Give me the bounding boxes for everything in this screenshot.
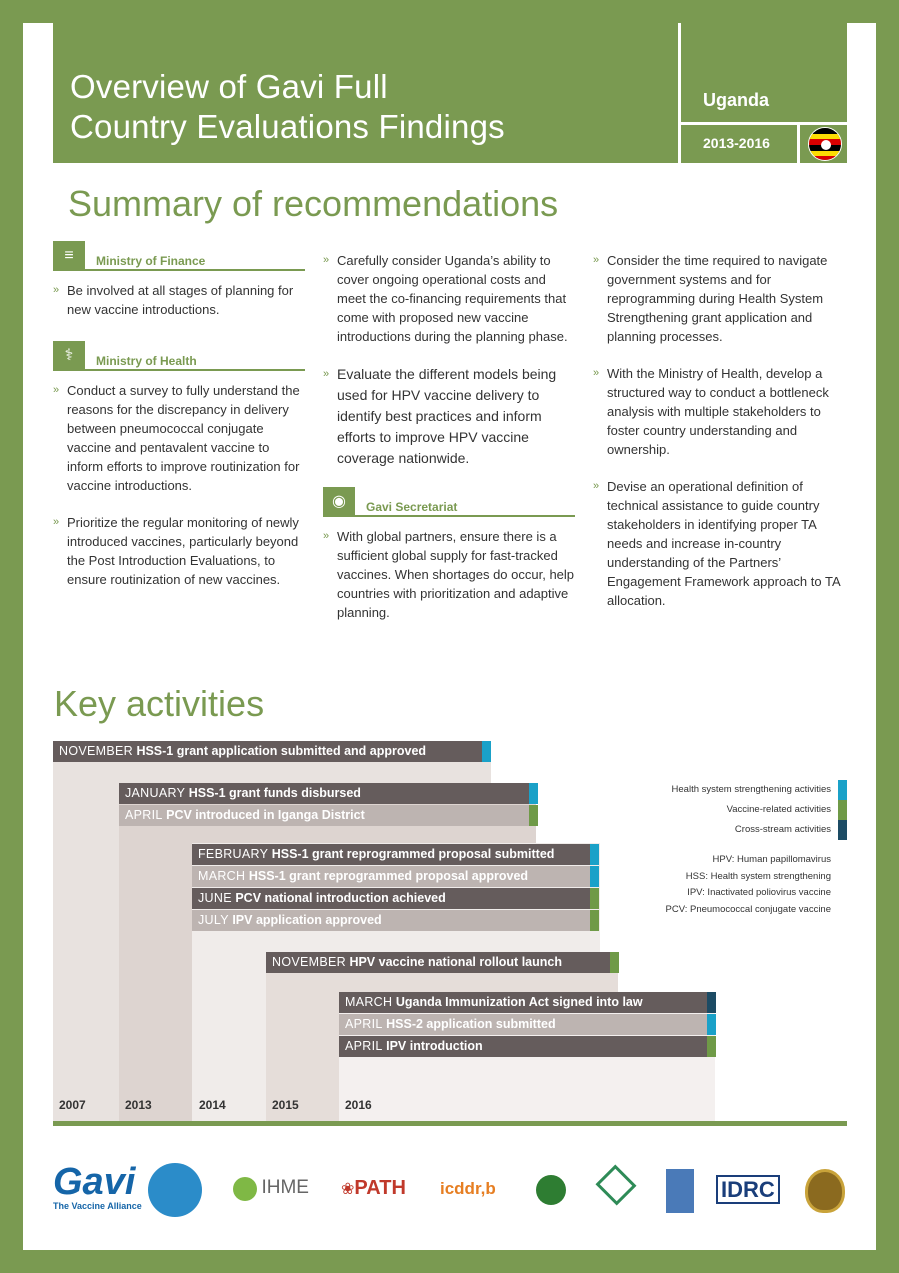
timeline-baseline (53, 1121, 847, 1126)
drop-icon: ◉ (323, 487, 355, 517)
abbreviation: PCV: Pneumococcal conjugate vaccine (665, 903, 831, 915)
timeline-event: FEBRUARY HSS-1 grant reprogrammed proposal submitted (192, 844, 599, 865)
timeline-event: NOVEMBER HPV vaccine national rollout launch (266, 952, 619, 973)
timeline-event: JULY IPV application approved (192, 910, 599, 931)
header-line (681, 122, 847, 125)
gavi-section-header (323, 487, 575, 517)
col2-bullet: » Carefully consider Uganda’s ability to cover ongoing operational costs and meet the co-financing requirements that come with proposed new vaccine introductions during the planning phase. (323, 251, 575, 346)
year-label: 2014 (199, 1098, 226, 1112)
health-section-header (53, 341, 305, 371)
money-icon: ≡ (53, 241, 85, 271)
cism-logo (536, 1175, 566, 1205)
header-divider (678, 23, 681, 163)
caduceus-icon: ⚕ (53, 341, 85, 371)
timeline-event: APRIL IPV introduction (339, 1036, 716, 1057)
health-logo (666, 1169, 694, 1213)
finance-bullet: » Be involved at all stages of planning for new vaccine introductions. (53, 281, 305, 319)
university-seal-icon (805, 1169, 845, 1213)
header-line-vertical (797, 125, 800, 163)
abbreviation: HPV: Human papillomavirus (712, 854, 831, 865)
gavi-title: Gavi Secretariat (366, 500, 458, 514)
page (23, 23, 876, 1250)
abbreviations (666, 852, 831, 918)
timeline-event: JANUARY HSS-1 grant funds disbursed (119, 783, 538, 804)
gavi-bullet: » With global partners, ensure there is a sufficient global supply for fast-tracked vaccines. When shortages do occur, help countries with prioritization and adaptive planning. (323, 527, 575, 622)
summary-column-3 (593, 251, 843, 628)
health-bullet: » Conduct a survey to fully understand the reasons for the discrepancy in delivery between pneumococcal conjugate vaccine and pentavalent vaccine to inform efforts to improve routinization for vaccine introductions. (53, 381, 305, 495)
uganda-flag-icon (808, 127, 842, 161)
col3-bullet: » With the Ministry of Health, develop a structured way to conduct a bottleneck analysis with multiple stakeholders to foster country understanding and ownership. (593, 364, 843, 459)
header-banner (53, 23, 847, 163)
timeline-event: NOVEMBER HSS-1 grant application submitted and approved (53, 741, 491, 762)
legend-item: Health system strengthening activities (672, 780, 847, 800)
years-label: 2013-2016 (703, 135, 770, 151)
finance-title: Ministry of Finance (96, 254, 206, 268)
year-label: 2015 (272, 1098, 299, 1112)
col2-bullet: » Evaluate the different models being used for HPV vaccine delivery to identify best practices and inform efforts to improve HPV vaccine coverage nationwide. (323, 364, 575, 469)
summary-column-2 (323, 251, 575, 640)
globe-icon (148, 1163, 202, 1217)
legend-item: Vaccine-related activities (727, 800, 847, 820)
summary-heading: Summary of recommendations (68, 183, 559, 224)
icddr-logo: icddr,b (440, 1179, 496, 1198)
timeline-event: APRIL PCV introduced in Iganga District (119, 805, 538, 826)
title-line-1: Overview of Gavi Full (70, 68, 388, 105)
ihme-logo: IHME (233, 1177, 309, 1201)
timeline (53, 738, 847, 1128)
country-label: Uganda (703, 90, 770, 110)
legend-item: Cross-stream activities (735, 820, 847, 840)
title-line-2: Country Evaluations Findings (70, 108, 505, 145)
abbreviation: HSS: Health system strengthening (685, 870, 831, 882)
health-bullet: » Prioritize the regular monitoring of newly introduced vaccines, particularly beyond the Post Introduction Evaluations, to ensure routinization of new vaccines. (53, 513, 305, 589)
path-logo: ❀PATH (341, 1177, 406, 1199)
university-logo (601, 1171, 631, 1199)
health-title: Ministry of Health (96, 354, 197, 368)
col3-bullet: » Devise an operational definition of technical assistance to guide country stakeholders in identifying proper TA needs and increase in-country understanding of the Partners’ Engagement Framework approach to TA allocation. (593, 477, 843, 610)
gavi-logo: Gavi The Vaccine Alliance (53, 1163, 142, 1211)
col3-bullet: » Consider the time required to navigate government systems and for reprogramming during Health System Strengthening grant application and planning processes. (593, 251, 843, 346)
year-label: 2016 (345, 1098, 372, 1112)
timeline-event: MARCH HSS-1 grant reprogrammed proposal approved (192, 866, 599, 887)
page-title (70, 67, 505, 147)
summary-column-1 (53, 241, 305, 607)
year-label: 2013 (125, 1098, 152, 1112)
year-label: 2007 (59, 1098, 86, 1112)
timeline-event: JUNE PCV national introduction achieved (192, 888, 599, 909)
abbreviation: IPV: Inactivated poliovirus vaccine (687, 887, 831, 898)
partner-logos (53, 1163, 847, 1223)
timeline-event: MARCH Uganda Immunization Act signed into law (339, 992, 716, 1013)
idrc-logo: IDRC (716, 1177, 780, 1203)
finance-section-header (53, 241, 305, 271)
timeline-event: APRIL HSS-2 application submitted (339, 1014, 716, 1035)
key-activities-heading: Key activities (54, 683, 265, 724)
